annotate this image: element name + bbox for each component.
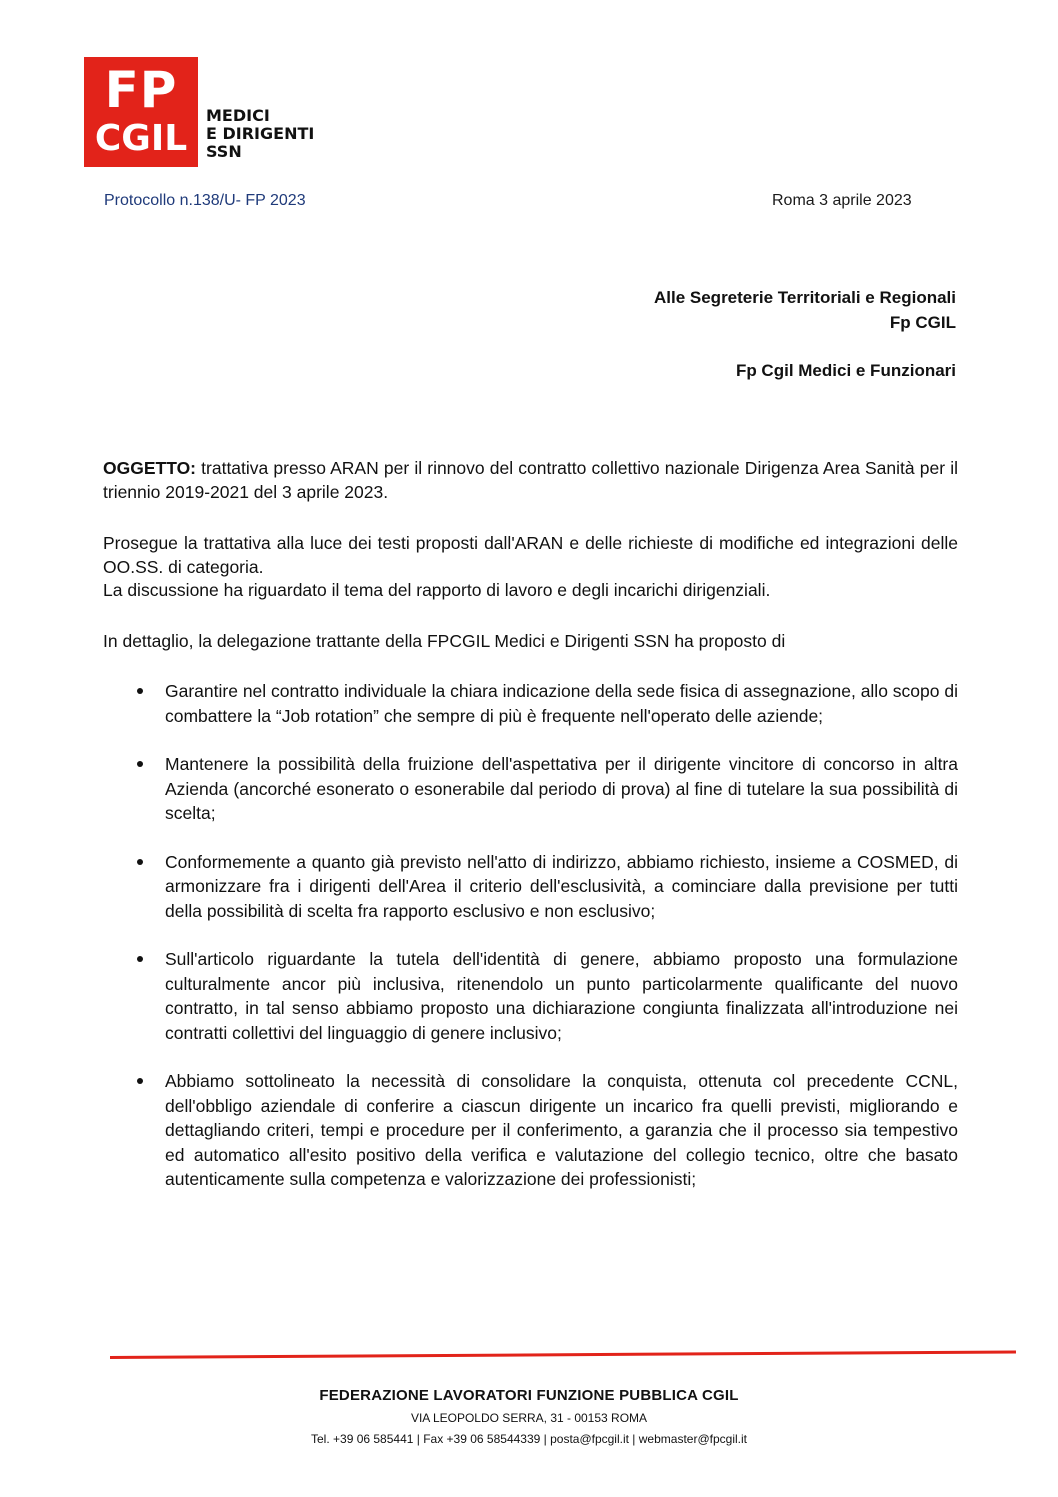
subject-paragraph	[103, 457, 958, 504]
bullet-icon	[137, 956, 143, 962]
logo-subtitle	[206, 107, 314, 161]
addressee-line3: Fp Cgil Medici e Funzionari	[735, 361, 956, 380]
list-item	[103, 752, 958, 826]
bullet-icon	[137, 688, 143, 694]
paragraph-1	[103, 532, 958, 603]
logo-fp-text: FP	[104, 61, 178, 119]
paragraph-1-text: Prosegue la trattativa alla luce dei testi proposti dall'ARAN e delle richieste di modifiche ed integrazioni delle OO.SS. di categoria.	[103, 533, 958, 577]
list-item-text: Garantire nel contratto individuale la chiara indicazione della sede fisica di assegnazione, allo scopo di combattere la “Job rotation” che sempre di più è frequente nell'operato delle aziende;	[165, 681, 958, 726]
list-item	[103, 1069, 958, 1192]
place-date: Roma 3 aprile 2023	[772, 192, 912, 209]
footer-organization: FEDERAZIONE LAVORATORI FUNZIONE PUBBLICA CGIL	[319, 1387, 739, 1404]
logo-subtitle-line1: MEDICI	[206, 106, 270, 125]
logo-subtitle-line2: E DIRIGENTI	[206, 124, 315, 143]
list-item	[103, 947, 958, 1045]
logo-cgil-text: CGIL	[94, 118, 188, 159]
bullet-icon	[137, 859, 143, 865]
bullet-icon	[137, 1078, 143, 1084]
proposals-list	[103, 679, 958, 1216]
logo-subtitle-line3: SSN	[206, 142, 242, 161]
addressee-block	[654, 285, 956, 335]
subject-label: OGGETTO:	[103, 458, 197, 478]
addressee-line2: Fp CGIL	[889, 313, 956, 332]
footer-contacts: Tel. +39 06 585441 | Fax +39 06 58544339 | posta@fpcgil.it | webmaster@fpcgil.it	[311, 1432, 747, 1446]
bullet-icon	[137, 761, 143, 767]
paragraph-2-text: La discussione ha riguardato il tema del rapporto di lavoro e degli incarichi dirigenziali.	[103, 580, 771, 600]
list-item	[103, 679, 958, 728]
logo-red-box	[84, 57, 198, 167]
list-item-text: Sull'articolo riguardante la tutela dell'identità di genere, abbiamo proposto una formulazione culturalmente ancor più inclusiva, ritenendolo un punto particolarmente qualificante del nuovo contratto, in tal senso abbiamo proposto una dichiarazione congiunta finalizzata all'introduzione nei contratti collettivi del linguaggio di genere inclusivo;	[165, 949, 958, 1043]
list-item	[103, 850, 958, 924]
addressee-line1: Alle Segreterie Territoriali e Regionali	[653, 288, 956, 307]
protocol-number: Protocollo n.138/U- FP 2023	[104, 192, 306, 209]
subject-text: trattativa presso ARAN per il rinnovo del contratto collettivo nazionale Dirigenza Area Sanità per il triennio 2019-2021 del 3 aprile 2023.	[103, 458, 958, 502]
footer-divider	[110, 1350, 1016, 1359]
footer-address: VIA LEOPOLDO SERRA, 31 - 00153 ROMA	[410, 1411, 648, 1425]
list-item-text: Abbiamo sottolineato la necessità di consolidare la conquista, ottenuta col precedente CCNL, dell'obbligo aziendale di conferire a ciascun dirigente un incarico fra quelli previsti, migliorando e dettagliando criteri, tempi e procedure per il conferimento, a garanzia che il processo sia tempestivo ed automatico all'esito positivo della verifica e valutazione del collegio tecnico, oltre che basato autenticamente sulla competenza e valorizzazione dei professionisti;	[165, 1071, 958, 1189]
paragraph-3: In dettaglio, la delegazione trattante della FPCGIL Medici e Dirigenti SSN ha proposto di	[103, 631, 786, 651]
list-item-text: Mantenere la possibilità della fruizione dell'aspettativa per il dirigente vincitore di concorso in altra Azienda (ancorché esonerato o esonerabile dal periodo di prova) al fine di tutelare la sua possibilità di scelta;	[165, 754, 958, 823]
list-item-text: Conformemente a quanto già previsto nell'atto di indirizzo, abbiamo richiesto, insieme a COSMED, di armonizzare fra i dirigenti dell'Area il criterio dell'esclusività, a cominciare dalla previsione per tutti della possibilità di scelta fra rapporto esclusivo e non esclusivo;	[165, 851, 958, 921]
